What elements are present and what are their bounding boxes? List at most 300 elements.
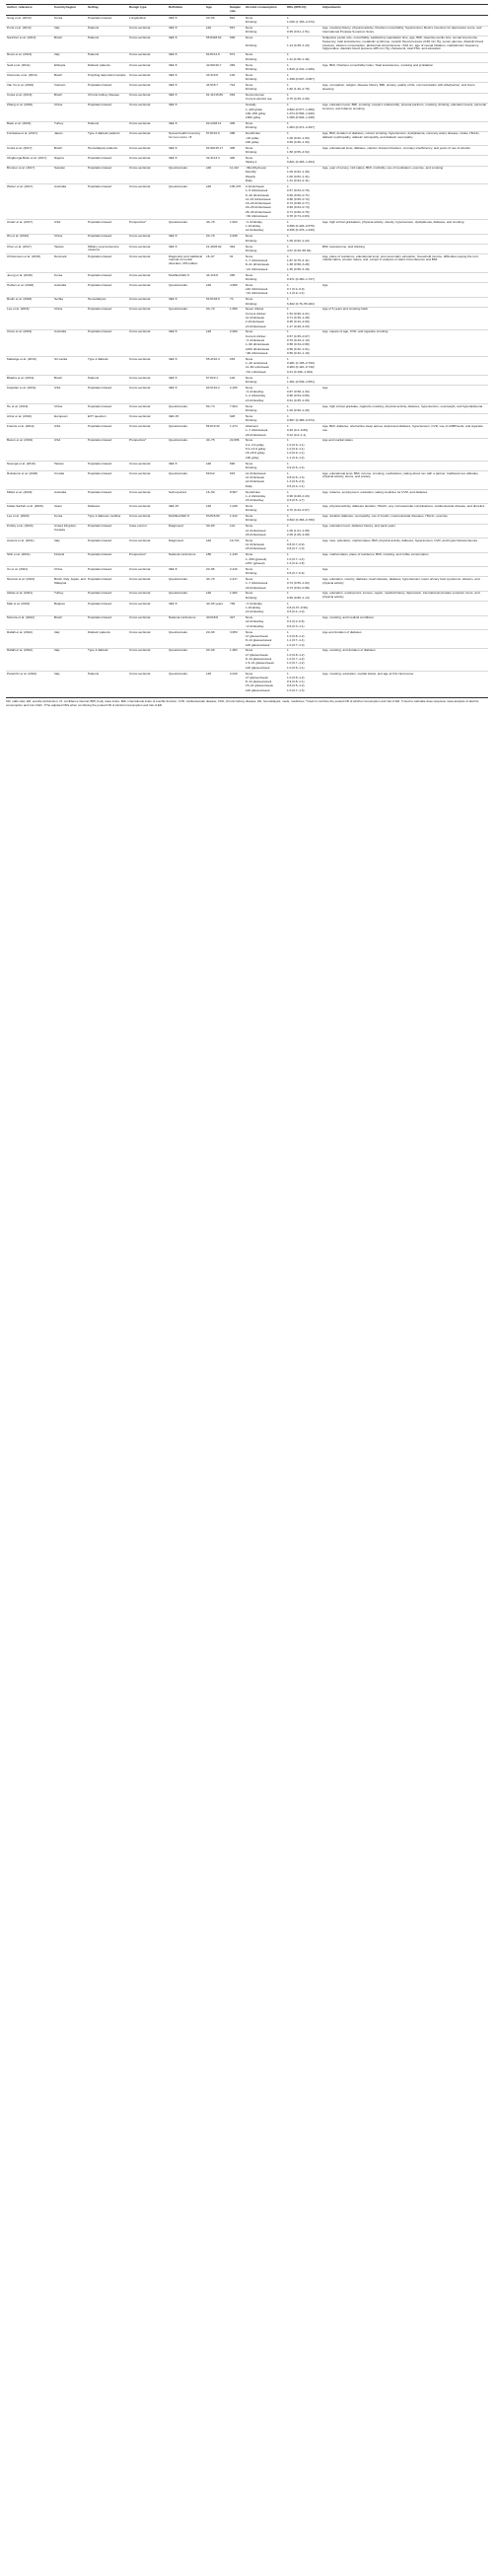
cell-definition: Questionnaire	[168, 630, 205, 649]
cell-alcohol: ≥150 drinks/week	[246, 346, 270, 351]
cell-alcohol: 1–100 g/day	[246, 107, 263, 111]
cell-or: 0.8 (0.7–1.0)	[287, 546, 305, 551]
cell-alcohol: <20 g/day	[246, 135, 259, 140]
cell-author: Wu et al. (2016)	[6, 234, 53, 244]
cell-sample-size: 263	[229, 93, 245, 103]
cell-adjustments	[321, 376, 488, 386]
cell-design: Cross-sectional	[128, 254, 168, 273]
cell-design: Prospective*	[128, 552, 168, 566]
cell-setting: Diabetes	[87, 504, 128, 514]
cell-age: ≥40	[205, 461, 229, 470]
cell-setting: Population-based	[87, 577, 128, 591]
cell-definition: Questionnaire	[168, 471, 205, 490]
cell-definition: Questionnaire	[168, 591, 205, 601]
cell-alcohol: Drinking	[246, 77, 257, 82]
cell-age: 53.8±6.60	[205, 514, 229, 524]
cell-or: 1	[286, 504, 321, 509]
cell-or: 0.87 (0.58–1.32)	[287, 390, 310, 394]
cell-or: 1.198 (0.607–3.087)	[287, 77, 315, 82]
cell-alcohol: None	[245, 16, 286, 21]
cell-definition: IIEF-5	[168, 357, 205, 376]
cell-alcohol: 5.0–14.9 g/day	[246, 447, 266, 452]
cell-alcohol: None	[245, 244, 286, 249]
cell-or: 0.99 (0.86–1.14)	[287, 595, 310, 600]
cell-sample-size: 73	[229, 297, 245, 307]
cell-or: 1.1 (0.9–1.2)	[287, 455, 305, 460]
cell-definition: Questionnaire	[168, 648, 205, 671]
cell-alcohol: None	[245, 386, 286, 391]
cell-sample-size: 288	[229, 131, 245, 145]
cell-author: Arsaiz et al. (2017)	[6, 220, 53, 234]
cell-sample-size: 1,040	[229, 504, 245, 514]
cell-setting: Population-based	[87, 591, 128, 601]
cell-definition: National conference	[168, 552, 205, 566]
cell-design: Cross-sectional	[128, 376, 168, 386]
cell-alcohol: 6–10 drinks/week	[246, 192, 270, 197]
cell-adjustments: Age, square of age, CVD, and cigarette smoking	[321, 329, 488, 356]
cell-or: 0.67 (0.64–0.70)	[287, 188, 310, 193]
cell-or: 0.9 (0.5–1.7)	[287, 498, 305, 503]
cell-adjustments	[321, 184, 488, 220]
cell-country: Italy	[53, 671, 87, 693]
cell-alcohol: Drinking	[246, 56, 257, 61]
cell-country: United Kingdom, Canada	[53, 524, 87, 537]
cell-design: Cross-sectional	[128, 538, 168, 552]
cell-author: Olugbenga-Bello et al. (2017)	[6, 156, 53, 166]
cell-or: 0.69 (0.64–0.74)	[287, 205, 310, 210]
cell-alcohol: None	[245, 376, 286, 381]
cell-alcohol: Current drinker	[246, 333, 266, 338]
cell-country: Israel	[53, 504, 87, 514]
cell-country: Taiwan	[53, 244, 87, 253]
header-sample-size: Sample size	[229, 5, 245, 16]
cell-alcohol: Drinking	[246, 571, 257, 576]
cell-author: Clemente et al. (2014)	[6, 73, 53, 83]
cell-or: 0.57 (0.35–0.97)	[287, 333, 310, 338]
cell-or: 1	[286, 404, 321, 409]
cell-sample-size: 8,567	[229, 489, 245, 503]
cell-or: 1.084 (0.471–2.497)	[287, 125, 315, 130]
cell-author: Polsky et al. (2020)	[6, 524, 53, 537]
cell-or: 0.69 (0.66–0.71)	[287, 192, 310, 197]
cell-setting: Population-based	[87, 602, 128, 615]
cell-alcohol: >2 drinks/day	[246, 623, 264, 628]
cell-adjustments: Age, marital status, place of residence, BMI, smoking, and coffee consumption	[321, 552, 488, 566]
cell-or: 1	[286, 307, 321, 312]
cell-sample-size: 102	[229, 73, 245, 83]
cell-alcohol: Daily	[246, 483, 252, 488]
cell-alcohol: 100–200 g/day	[246, 110, 266, 115]
cell-country: Korea	[53, 514, 87, 524]
cell-definition: National conference	[168, 615, 205, 629]
cell-or: 1.0 (0.9–1.1)	[287, 447, 305, 452]
cell-age: ≥45	[205, 184, 229, 220]
cell-age: 34.3±9.8	[205, 73, 229, 83]
cell-author: He et al. (2019)	[6, 404, 53, 414]
cell-definition: IIEF-15	[168, 504, 205, 514]
cell-or: 0.41 (0.166–1.024)	[287, 369, 314, 374]
cell-alcohol: None	[245, 146, 286, 151]
cell-design: Longitudinal	[128, 16, 168, 26]
cell-or: 1	[286, 297, 321, 302]
cell-or: 1.0 (0.7–1.2)	[287, 657, 305, 662]
cell-definition: IIEF-5	[168, 83, 205, 93]
cell-definition: Modified IIEF-5	[168, 514, 205, 524]
cell-or: 1.0 (0.9–1.1)	[287, 442, 305, 447]
cell-country: Finland	[53, 552, 87, 566]
cell-author: Rafalli et al. (2022)	[6, 630, 53, 649]
cell-country: Croatia	[53, 471, 87, 490]
cell-definition: IIEF-5	[168, 73, 205, 83]
cell-age: 57.8±9.1	[205, 376, 229, 386]
cell-alcohol: Nonconsumer	[245, 93, 286, 98]
cell-alcohol: ≥22 glasses/week	[246, 665, 270, 670]
cell-country: Sri Lanka	[53, 357, 87, 376]
cell-setting: Population-based	[87, 254, 128, 273]
cell-setting: Population-based	[87, 283, 128, 297]
cell-adjustments	[321, 73, 488, 83]
cell-definition: Questionnaire	[168, 404, 205, 414]
cell-or: 0.821 (0.493–1.294)	[287, 160, 315, 165]
cell-author: Kapelian et al. (2019)	[6, 386, 53, 404]
cell-age: ≥40	[205, 166, 229, 184]
cell-setting: Population-based	[87, 166, 128, 184]
cell-definition: IIEF-5	[168, 234, 205, 244]
cell-country: Korea	[53, 16, 87, 26]
cell-definition: IIEF-5	[168, 93, 205, 103]
cell-country: Brazil	[53, 615, 87, 629]
cell-or: 0.5 (0.7–0.9)	[287, 571, 305, 576]
cell-age: ≥18	[205, 329, 229, 356]
cell-or: 1.35 (0.58–3.15)	[287, 266, 310, 271]
cell-country: Taiwan	[53, 461, 87, 470]
cell-alcohol: 0.1–4.9 g/day	[246, 442, 264, 447]
cell-alcohol: None	[245, 671, 286, 676]
cell-alcohol: 1 drink/day	[246, 605, 261, 609]
cell-definition: IIEF-15	[168, 414, 205, 424]
cell-sample-size: 1,312	[229, 514, 245, 524]
cell-or: 1.3 (0.8–2.0)	[287, 479, 305, 484]
cell-setting: Population-based	[87, 471, 128, 490]
cell-or: 0.49 (0.3–0.89)	[287, 428, 308, 433]
cell-adjustments: Age, occupation, religion, disease history, BMI, anxiety, quality of life, communication with wife/partner, and hours sleeping	[321, 83, 488, 93]
cell-or: 1.38 (0.58–3.28)	[287, 262, 310, 267]
cell-country: Italy	[53, 630, 87, 649]
cell-or: 0.96 (0.28–0.43)	[287, 493, 310, 498]
cell-setting: Type 2 diabetic	[87, 648, 128, 671]
cell-definition: Questionnaire	[168, 184, 205, 220]
cell-sample-size: 1,130	[229, 552, 245, 566]
cell-author: Mak et al. (2022)	[6, 602, 53, 615]
cell-definition: Questionnaire	[168, 307, 205, 329]
cell-alcohol: 1–2 drinks/day	[246, 394, 266, 398]
cell-or: 1	[286, 615, 321, 620]
cell-or: 0.71 (0.66–0.76)	[287, 209, 310, 214]
cell-alcohol: ≤2 drinks/day	[246, 619, 264, 624]
cell-or: 0.75 (0.35–1.60)	[287, 97, 310, 102]
cell-or: 0.687 (0.486–0.972)	[287, 418, 315, 423]
cell-definition: IIEF-5	[168, 602, 205, 615]
cell-or: 0.68 (0.65–0.72)	[287, 196, 310, 201]
cell-country: Italy	[53, 538, 87, 552]
cell-sample-size: 1,274	[229, 424, 245, 438]
cell-author: Kabar-Sarbeh et al. (2020)	[6, 504, 53, 514]
cell-design: Cross-sectional	[128, 471, 168, 490]
cell-design: Cross-sectional	[128, 414, 168, 424]
header-definition: Definition	[168, 5, 205, 16]
cell-alcohol: Drinking	[246, 66, 257, 71]
cell-design: Cross-sectional	[128, 121, 168, 131]
cell-setting: Population-based	[87, 524, 128, 537]
cell-sample-size: 7,604	[229, 404, 245, 414]
cell-definition: IIEF-5	[168, 121, 205, 131]
cell-alcohol: ≤1 drinks/week	[246, 528, 266, 533]
cell-design: Cross-sectional	[128, 591, 168, 601]
cell-sample-size: 105,476	[229, 184, 245, 220]
cell-definition: Questionnaire	[168, 166, 205, 184]
cell-country: Brazil	[53, 146, 87, 156]
cell-setting: Population-based	[87, 615, 128, 629]
cell-setting: Patients	[87, 376, 128, 386]
cell-or: 0.6 (0.3–1.1)	[287, 623, 305, 628]
cell-or: 1	[286, 602, 321, 607]
cell-or: 1	[286, 26, 321, 31]
cell-sample-size: 22,086	[229, 438, 245, 461]
cell-or: 0.70 (0.43–1.13)	[287, 338, 310, 343]
cell-design: Cross-sectional	[128, 36, 168, 52]
cell-age: 30–80	[205, 524, 229, 537]
cell-age: 42.99±16.7	[205, 62, 229, 72]
cell-alcohol: None	[245, 83, 286, 88]
cell-country: Brazil	[53, 376, 87, 386]
cell-age: 20–79	[205, 234, 229, 244]
cell-alcohol: None	[245, 514, 286, 519]
cell-or: 1	[286, 461, 321, 465]
cell-alcohol: ≥40 g/day	[246, 139, 259, 144]
cell-adjustments: Age, place of residence, educational level, post-secondary education, household income, difficulties paying the rent, marital status, smoker status, and, except in analysis of waist circumference and BMI	[321, 254, 488, 273]
cell-sample-size: 335	[229, 121, 245, 131]
cell-alcohol: None	[245, 73, 286, 78]
cell-sample-size: 2,165	[229, 386, 245, 404]
cell-or: 1.11 (0.38–1.49)	[287, 56, 310, 61]
cell-setting: Population-based	[87, 156, 128, 166]
cell-sample-size: 265	[229, 272, 245, 282]
cell-or: 0.70 (0.34–0.97)	[287, 508, 310, 513]
cell-age: ≥50	[205, 552, 229, 566]
cell-setting: Type 2 diabetes mellitus	[87, 514, 128, 524]
cell-alcohol: 1–4 drinks/day	[246, 493, 266, 498]
cell-or: 0.56 (0.32–1.01)	[287, 346, 310, 351]
cell-or: 0.73 (0.68–0.77)	[287, 201, 310, 206]
cell-age: ≥18	[205, 504, 229, 514]
cell-age: 54.8±12.9	[205, 52, 229, 62]
cell-design: Cross-sectional	[128, 83, 168, 93]
cell-alcohol: ≥22 glasses/week	[246, 687, 270, 692]
cell-alcohol: 1 drink/day	[246, 224, 261, 229]
cell-definition: IIEF-5	[168, 297, 205, 307]
cell-alcohol: Current alcohol use	[246, 97, 272, 102]
cell-or: 1	[286, 591, 321, 596]
cell-adjustments: Age	[321, 283, 488, 297]
cell-alcohol: ≥3 drinks/week	[246, 323, 266, 328]
cell-sample-size: 1,992	[229, 591, 245, 601]
cell-country: European	[53, 414, 87, 424]
cell-or: 0.71 (0.36–1.28)	[287, 315, 310, 320]
cell-alcohol: 25–30 drinks/week	[246, 209, 271, 214]
cell-age: ≥18	[205, 671, 229, 693]
cell-alcohol: None	[245, 615, 286, 620]
cell-alcohol: None	[245, 329, 286, 334]
cell-or: 1	[286, 36, 321, 44]
table-body	[6, 16, 488, 693]
cell-or: 1.0 (0.7–1.4)	[287, 556, 305, 561]
cell-or: 1.09 (0.92–1.30)	[287, 170, 310, 175]
cell-or: 1	[286, 103, 321, 107]
cell-alcohol: <1 drinks/day	[246, 390, 264, 394]
cell-country: Italy	[53, 26, 87, 36]
cell-alcohol: Current drinker	[246, 311, 266, 316]
cell-adjustments: Age, educational level, BMI, income, smoking, medications, taking about sex with a partner, traditional sex attitudes, physical activity, stress, and anxiety	[321, 471, 488, 490]
cell-adjustments	[321, 414, 488, 424]
cell-alcohol: <1 drink/week	[246, 338, 265, 343]
cell-design: Cross-sectional	[128, 93, 168, 103]
cell-or: 0.78 (0.73–0.83)	[287, 214, 310, 218]
cell-definition: Diagnostic and statistical manual of mental disorders, fifth edition	[168, 254, 205, 273]
cell-age: 44.1±6.8	[205, 272, 229, 282]
cell-alcohol: >61 units/week	[246, 369, 266, 374]
cell-setting: Diabetic patients	[87, 62, 128, 72]
cell-setting: Patients	[87, 671, 128, 693]
cell-sample-size: 269	[229, 62, 245, 72]
cell-adjustments: Age, duration diabetes, neuropathy, use of insulin, macrovascular diseases, HbA1c, exercise	[321, 514, 488, 524]
cell-alcohol: 1–5 drinks/week	[246, 188, 268, 193]
cell-alcohol: 1.5–21 glasses/week	[246, 661, 274, 666]
cell-or: 1	[286, 131, 321, 136]
cell-sample-size: 11,112	[229, 166, 245, 184]
cell-or: 0.8 (0.6–1.3)	[287, 475, 305, 480]
cell-adjustments: Age, smoking, education, marital status, and age at first intercourse	[321, 671, 488, 693]
cell-or: 0.58 (0.34–0.96)	[287, 342, 310, 347]
cell-or: 1.361 (0.539–4.551)	[287, 379, 315, 384]
cell-author: Van Vu et al. (2016)	[6, 83, 53, 93]
cell-or: 1	[286, 386, 321, 391]
cell-setting: Type 2 diabetic	[87, 357, 128, 376]
cell-alcohol: ≥5 drinks/day	[246, 498, 264, 503]
cell-alcohol: 2 drinks/week	[246, 320, 264, 324]
cell-or: 1.09 (0.62–1.93)	[287, 135, 310, 140]
cell-definition: IIEF-5	[168, 146, 205, 156]
cell-alcohol: None	[245, 524, 286, 529]
cell-age: 40.6±8.8	[205, 615, 229, 629]
cell-alcohol: 15–21 glasses/week	[246, 683, 274, 688]
cell-alcohol: Drinking	[246, 508, 257, 513]
cell-author: Costa et al. (2017)	[6, 146, 53, 156]
cell-author: Chen et al. (2017)	[6, 244, 53, 253]
cell-alcohol: ≤1 drink/week	[246, 542, 265, 547]
cell-alcohol: <1 drink/day	[245, 220, 286, 225]
cell-country: Australia	[53, 283, 87, 297]
cell-design: Cross-sectional	[128, 489, 168, 503]
cell-or: 1.1 (0.9–1.4)	[287, 291, 305, 296]
cell-author: Lee et al. (2020)	[6, 514, 53, 524]
cell-country: China	[53, 234, 87, 244]
cell-or: 1.87 (0.75–4.11)	[287, 258, 310, 263]
cell-alcohol: 8–14 glasses/week	[246, 657, 272, 662]
cell-or: 1	[286, 648, 321, 653]
cell-or: 0.9 (0.8–1.1)	[287, 680, 305, 684]
cell-or: 0.6 (0.4–1.0)	[287, 609, 305, 614]
cell-or: 1	[286, 671, 321, 676]
cell-definition: Modified IIEF-5	[168, 272, 205, 282]
cell-design: Cross-sectional	[128, 166, 168, 184]
cell-author: Francis et al. (2019)	[6, 424, 53, 438]
cell-design: Cross-sectional	[128, 671, 168, 693]
cell-or: 0.8 (0.5–1.2)	[287, 683, 305, 688]
cell-setting: Polydrug dependent sample	[87, 73, 128, 83]
cell-or: 0.635 (0.476–1.240)	[287, 228, 315, 233]
cell-adjustments: Age	[321, 386, 488, 404]
cell-or: 1	[286, 424, 321, 429]
cell-alcohol: None	[245, 52, 286, 57]
header-alcohol: Alcohol consumption	[245, 5, 286, 16]
cell-adjustments	[321, 461, 488, 470]
cell-sample-size: 16,724	[229, 538, 245, 552]
cell-design: Cross-sectional	[128, 184, 168, 220]
cell-alcohol: Nondrinker	[245, 131, 286, 136]
cell-setting: Patients	[87, 26, 128, 36]
cell-author: Xu et al. (2021)	[6, 567, 53, 577]
cell-design: Cross-sectional	[128, 514, 168, 524]
cell-country: Nigeria	[53, 156, 87, 166]
cell-alcohol: Drinking	[246, 379, 257, 384]
cell-definition: IIEF-5	[168, 461, 205, 470]
cell-alcohol: ≥5 drinks/week	[246, 546, 266, 551]
cell-or: 0.971 (0.460–1.727)	[287, 276, 315, 281]
cell-or: 1.06 (0.92–1.22)	[287, 238, 310, 243]
cell-author: Rafalli et al. (2022)	[6, 648, 53, 671]
cell-sample-size: 2,010	[229, 671, 245, 693]
cell-alcohol: 20–25 drinks/week	[246, 205, 271, 210]
cell-adjustments: Age and duration of diabetes	[321, 630, 488, 649]
cell-adjustments: Subjective penile size, comorbidity, satisfactory ejaculation time, age, BMI, objective penile size, sexual intercourse frequency, total testosterone, metabolic syndrome, systolic blood pressure ≥130 mm Hg, serum glucose, diastolic blood pressure, tobacco consumption, abdominal circumference >102 cm, age of sexual initiation, marital/union frequency, triglycerides, diastolic blood pressure ≥85 mm Hg, cholesterol, total PSA, and education	[321, 36, 488, 52]
cell-design: Cross-sectional	[128, 424, 168, 438]
cell-alcohol: >21 drinks/week	[246, 266, 268, 271]
header-country: Country/region	[53, 5, 87, 16]
cell-author: Moreira et al. (2022)	[6, 615, 53, 629]
cell-adjustments: Age, smoking, and medical conditions	[321, 615, 488, 629]
cell-alcohol: ≤1 drinks/week	[245, 471, 286, 476]
cell-sample-size: 615	[229, 471, 245, 490]
cell-setting: Diabetic patients	[87, 630, 128, 649]
cell-author: Porst et al. (2013)	[6, 26, 53, 36]
cell-alcohol: 8–14 glasses/week	[246, 638, 272, 643]
cell-age: 57.8±10.0	[205, 131, 229, 145]
cell-setting: Population-based	[87, 307, 128, 329]
cell-adjustments: Age of 5 years and smoking habit	[321, 307, 488, 329]
cell-definition: IIEF-5	[168, 36, 205, 52]
cell-alcohol: 8–14 glasses/week	[246, 680, 272, 684]
cell-country: Turkey	[53, 121, 87, 131]
cell-sample-size: 400	[229, 156, 245, 166]
cell-definition: IIEF-5	[168, 244, 205, 253]
cell-adjustments: Age, tobacco, employment, education, taking medicine for CVD, and diabetes	[321, 489, 488, 503]
cell-alcohol: ≤10 drinks/week	[246, 287, 268, 292]
cell-design: Cross-sectional	[128, 567, 168, 577]
cell-country: USA	[53, 386, 87, 404]
cell-country: Japan	[53, 131, 87, 145]
cell-alcohol: Drinking	[246, 43, 257, 48]
cell-adjustments: Age, education level, diabetes history, and pack-years	[321, 524, 488, 537]
